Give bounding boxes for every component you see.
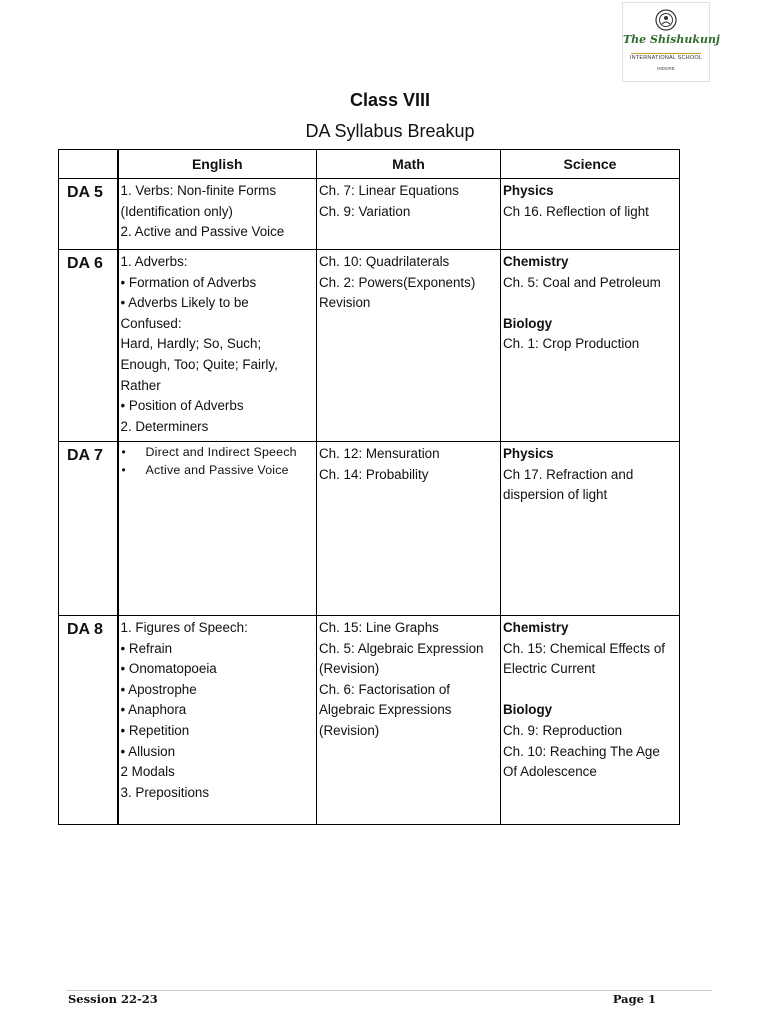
da-label: DA 8 bbox=[59, 616, 118, 825]
english-line: • Allusion bbox=[120, 743, 176, 759]
english-line: • Onomatopoeia bbox=[120, 661, 217, 677]
science-line: dispersion of light bbox=[503, 487, 608, 503]
english-line: • Anaphora bbox=[120, 702, 187, 718]
science-line: Ch. 5: Coal and Petroleum bbox=[503, 274, 661, 290]
english-line: Confused: bbox=[120, 315, 182, 331]
english-line: • Apostrophe bbox=[120, 681, 197, 697]
english-line: Enough, Too; Quite; Fairly, bbox=[120, 356, 278, 372]
science-cell bbox=[501, 442, 680, 616]
english-line: 2 Modals bbox=[120, 764, 175, 780]
math-line: Algebraic Expressions bbox=[319, 702, 452, 718]
school-logo bbox=[622, 2, 720, 82]
math-line: Ch. 10: Quadrilaterals bbox=[319, 254, 450, 269]
math-line: Ch. 14: Probability bbox=[319, 466, 429, 482]
spacer bbox=[503, 293, 677, 314]
table-row bbox=[59, 442, 680, 616]
english-line: • Adverbs Likely to be bbox=[120, 295, 249, 311]
math-line: Ch. 15: Line Graphs bbox=[319, 620, 439, 635]
science-line: Of Adolescence bbox=[503, 764, 597, 780]
math-cell bbox=[317, 179, 501, 250]
science-line: Ch. 15: Chemical Effects of bbox=[503, 640, 666, 656]
science-cell bbox=[501, 179, 680, 250]
science-line: Ch 16. Reflection of light bbox=[503, 203, 649, 219]
science-heading: Physics bbox=[503, 446, 554, 461]
english-line: 2. Active and Passive Voice bbox=[120, 224, 285, 240]
science-line: Ch. 1: Crop Production bbox=[503, 336, 640, 352]
logo-rule bbox=[631, 53, 701, 54]
table-row bbox=[59, 616, 680, 825]
science-line: Ch. 9: Reproduction bbox=[503, 722, 623, 738]
english-line: 1. Figures of Speech: bbox=[120, 620, 248, 635]
english-cell bbox=[118, 616, 317, 825]
da-label: DA 6 bbox=[59, 250, 118, 442]
footer-page-number: Page 1 bbox=[612, 992, 656, 1006]
english-cell bbox=[118, 250, 317, 442]
science-heading: Chemistry bbox=[503, 254, 569, 269]
logo-city: INDORE bbox=[657, 66, 675, 71]
english-line: • Position of Adverbs bbox=[120, 398, 244, 414]
math-cell bbox=[317, 616, 501, 825]
english-line: Rather bbox=[120, 377, 161, 393]
page-title: Class VIII bbox=[349, 90, 431, 110]
header-math: Math bbox=[317, 150, 501, 179]
math-cell bbox=[317, 442, 501, 616]
table-header-row bbox=[59, 150, 680, 179]
table-row bbox=[59, 250, 680, 442]
math-line: (Revision) bbox=[319, 661, 380, 677]
science-line: Ch. 10: Reaching The Age bbox=[503, 743, 660, 759]
english-line: • Formation of Adverbs bbox=[120, 274, 257, 290]
logo-subtitle: INTERNATIONAL SCHOOL bbox=[629, 55, 703, 61]
english-line: • Refrain bbox=[120, 640, 173, 656]
science-cell bbox=[501, 616, 680, 825]
math-line: Revision bbox=[319, 295, 371, 311]
science-line: Ch 17. Refraction and bbox=[503, 466, 634, 482]
math-line: Ch. 6: Factorisation of bbox=[319, 681, 450, 697]
english-bullet: • Active and Passive Voice bbox=[121, 462, 315, 480]
math-cell bbox=[317, 250, 501, 442]
math-line: Ch. 9: Variation bbox=[319, 203, 411, 219]
english-line: (Identification only) bbox=[120, 203, 233, 219]
math-line: Ch. 2: Powers(Exponents) bbox=[319, 274, 476, 290]
table-row bbox=[59, 179, 680, 250]
syllabus-table bbox=[58, 149, 680, 825]
english-line: • Repetition bbox=[120, 722, 190, 738]
spacer bbox=[503, 680, 677, 701]
english-line: 3. Prepositions bbox=[120, 784, 210, 800]
english-line: 1. Adverbs: bbox=[120, 254, 188, 269]
header-corner bbox=[59, 150, 118, 179]
science-heading: Physics bbox=[503, 183, 554, 198]
page-subtitle: DA Syllabus Breakup bbox=[305, 121, 475, 141]
science-heading: Chemistry bbox=[503, 620, 569, 635]
english-line: 1. Verbs: Non-finite Forms bbox=[120, 183, 277, 198]
english-cell bbox=[118, 179, 317, 250]
english-line: 2. Determiners bbox=[120, 418, 209, 434]
math-line: Ch. 5: Algebraic Expression bbox=[319, 640, 484, 656]
science-cell bbox=[501, 250, 680, 442]
logo-brand: The Shishukunj bbox=[623, 33, 720, 46]
math-line: Ch. 12: Mensuration bbox=[319, 446, 440, 461]
da-label: DA 7 bbox=[59, 442, 118, 616]
footer-session: Session 22-23 bbox=[68, 992, 158, 1006]
english-cell bbox=[118, 442, 317, 616]
school-emblem-icon bbox=[655, 9, 677, 31]
math-line: Ch. 7: Linear Equations bbox=[319, 183, 459, 198]
da-label: DA 5 bbox=[59, 179, 118, 250]
math-line: (Revision) bbox=[319, 722, 380, 738]
science-line: Electric Current bbox=[503, 661, 596, 677]
science-heading: Biology bbox=[503, 702, 553, 718]
english-line: Hard, Hardly; So, Such; bbox=[120, 336, 262, 352]
footer-divider bbox=[66, 990, 712, 991]
header-science: Science bbox=[501, 150, 680, 179]
header-english: English bbox=[118, 150, 317, 179]
english-bullet: • Direct and Indirect Speech bbox=[121, 444, 315, 462]
science-heading: Biology bbox=[503, 315, 553, 331]
